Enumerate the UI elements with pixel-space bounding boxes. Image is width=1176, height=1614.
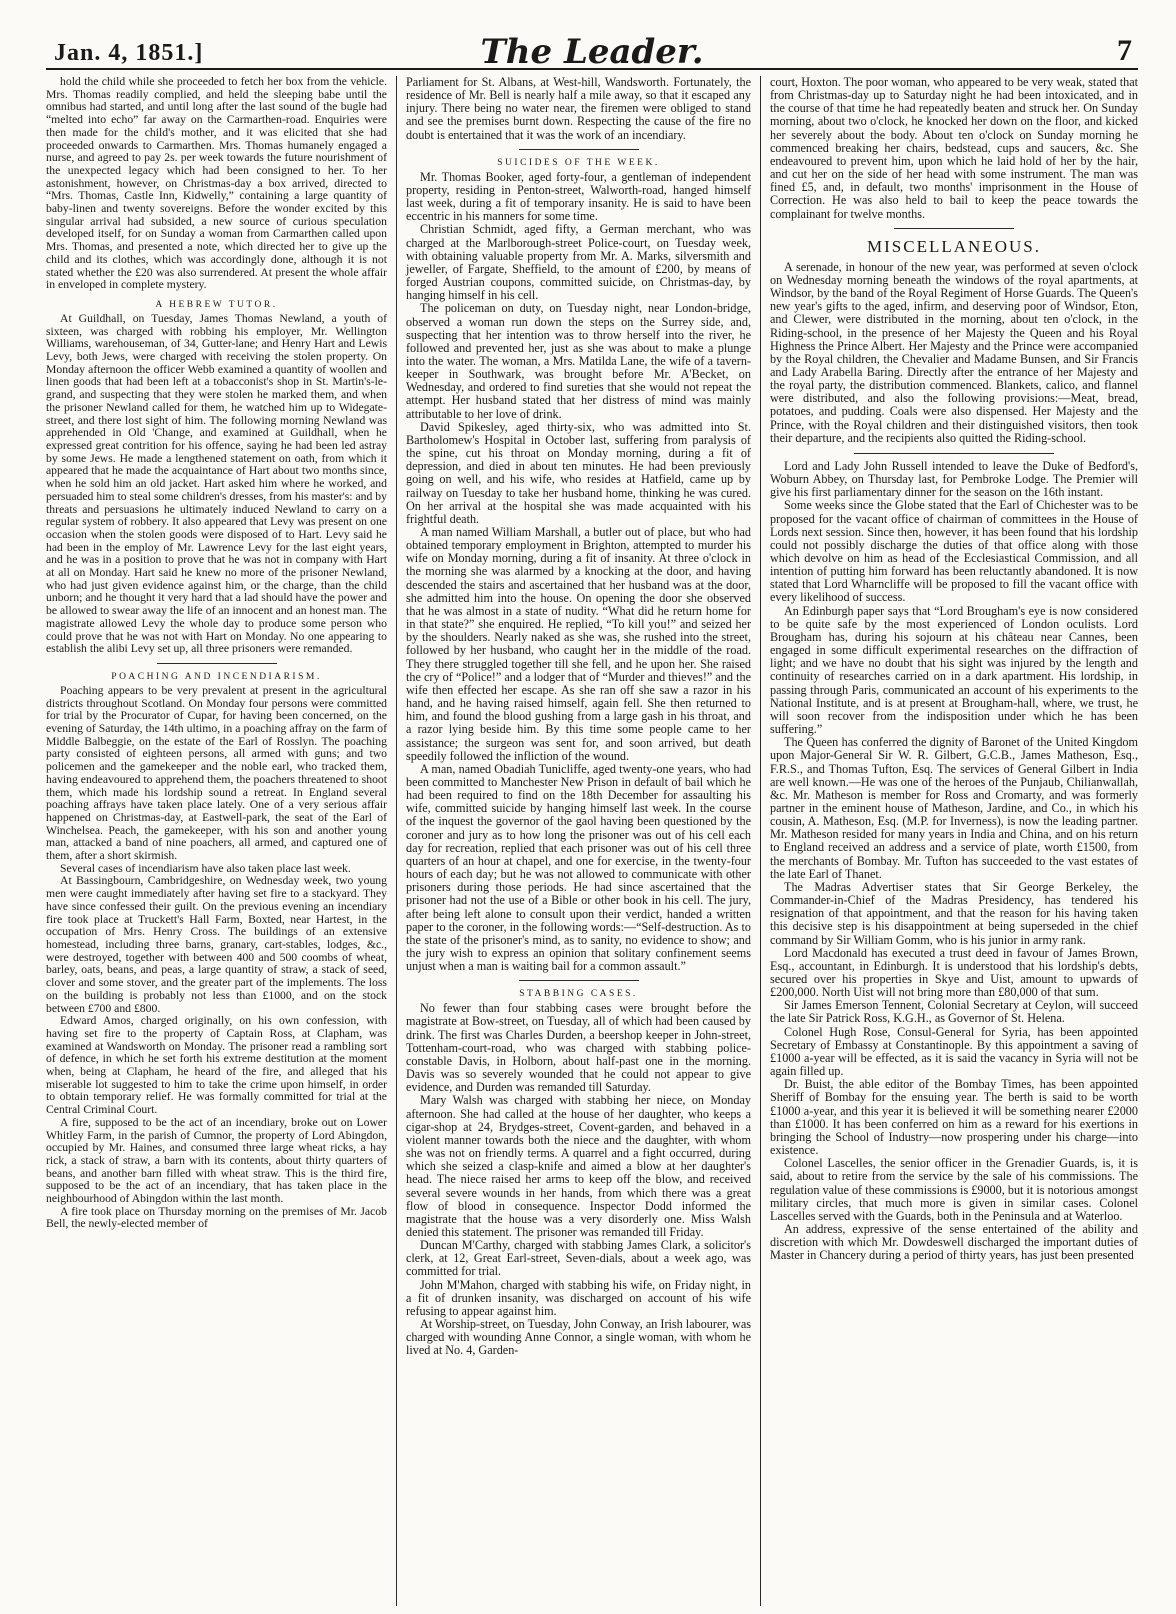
section-divider	[894, 228, 1014, 229]
section-heading-poaching: POACHING AND INCENDIARISM.	[111, 671, 322, 682]
paragraph: A fire, supposed to be the act of an incendiary, broke out on Lower Whitley Farm, in the parish of Cumnor, the property of Lord Abingdon, occupied by Mr. Haines, and consumed three large wheat ricks, a hay rick, a stack of straw, a barn with its contents, about thirty quarters of beans, and another barn filled with wheat straw. This is the third fire, supposed to be the act of an incendiary, that has taken place in the neighbourhood of Abingdon within the last month.	[46, 1115, 387, 1206]
column-3	[760, 76, 1138, 1606]
article-stabbing	[406, 1002, 751, 1357]
section-divider	[157, 663, 277, 664]
paragraph: A man, named Obadiah Tunicliffe, aged twenty-one years, who had been committed to Manchester New Prison in default of bail which he had been required to find on the 18th December for assaulting his wife, committed suicide by hanging himself last week. In the course of the inquest the governor of the gaol having been questioned by the coroner and jury as to how long the prisoner was out of his cell each day for recreation, replied that each prisoner was out of his cell three quarters of an hour at chapel, and one for exercise, in the twenty-four hours of each day; but he was not allowed to communicate with other prisoners during those periods. He had since ascertained that the prisoner had not the use of a Bible or other book in his cell. The jury, after being left alone to consult upon their verdict, handed a written paper to the coroner, in the following words:—“Self-destruction. As to the state of the prisoner's mind, as to sanity, no evidence to show; and the jury wish to express an opinion that solitary confinement seems unjust when a man is waiting bail for a common assault.”	[406, 761, 751, 974]
paragraph: Lord and Lady John Russell intended to leave the Duke of Bedford's, Woburn Abbey, on Thursday last, for Pembroke Lodge. The Premier will give his first parliamentary dinner for the season on the 16th instant.	[770, 458, 1138, 500]
paragraph: At Guildhall, on Tuesday, James Thomas Newland, a youth of sixteen, was charged with robbing his employer, Mr. Wellington Williams, warehouseman, of 34, Gutter-lane; and Henry Hart and Lewis Levy, both Jews, were charged with receiving the stolen property. On Monday afternoon the officer Webb examined a quantity of woollen and linen goods that had been left at a tobacconist's shop in St. Martin's-le-grand, and suspecting that they were stolen he marked them, and when the prisoner Newland called for them, he watched him up to Widegate-street, and there lost sight of him. The following morning Newland was apprehended in Old 'Change, and examined at Guildhall, when he expressed great contrition for his offence, saying he had been led astray by some Jews. He made a lengthened statement on oath, from which it appeared that he made the acquaintance of Hart about two months since, when he sold him an old jacket. Hart asked him where he worked, and persuaded him to steal some children's dresses, from his master's: and by threats and persuasions he ultimately induced Newland to carry on a regular system of robbery. It also appeared that Levy was present on one occasion when the stolen goods were disposed of to Hart. Levy said he had been in the employ of Mr. Lawrence Levy for the last eight years, and he was in a position to prove that he was not in company with Hart at all on Monday. Hart said he knew no more of the prisoner Newland, who had just given evidence against him, or the charge, than the child unborn; and he thought it very hard that a lad should have the power and be allowed to swear away the life of an innocent and an honest man. The magistrate allowed Levy the whole day to produce some person who could prove that he was not with Hart on Monday. No one appearing to establish the alibi Levy set up, all three prisoners were remanded.	[46, 311, 387, 656]
section-divider	[519, 980, 639, 981]
section-heading-suicides: SUICIDES OF THE WEEK.	[497, 157, 660, 168]
column-2	[396, 76, 760, 1606]
article-hebrew-tutor	[46, 313, 387, 656]
masthead	[46, 22, 1138, 70]
paragraph: An address, expressive of the sense entertained of the ability and discretion with which Mr. Dowdeswell discharged the important duties of Master in Chancery during a period of thirty years, has just been presented	[770, 1221, 1138, 1263]
paragraph: Poaching appears to be very prevalent at present in the agricultural districts throughout Scotland. On Monday four persons were committed for trial by the Procurator of Cupar, for having been concerned, on the evening of Saturday, the 14th ultimo, in a poaching affray on the farm of Middle Balbeggie, on the estate of the Earl of Rosslyn. The poaching party consisted of eighteen persons, all armed with guns; and two policemen and the gamekeeper and the noble earl, who tracked them, having endeavoured to apprehend them, the poachers threatened to shoot them, which made his lordship sound a retreat. In England several poaching affrays have taken place lately. One of a very serious affair happened on Christmas-day, at Eastwell-park, the seat of the Earl of Winchelsea. Peach, the gamekeeper, with his son and another young man, attacked a band of nine poachers, all armed, and captured one of them, after a short skirmish.	[46, 683, 387, 863]
article-suicides	[406, 171, 751, 974]
paragraph: Colonel Hugh Rose, Consul-General for Syria, has been appointed Secretary of Embassy at Constantinople. By this appointment a saving of £1000 a-year will be effected, as it is said the vacancy in Syria will not be again filled up.	[770, 1024, 1138, 1079]
paragraph: Christian Schmidt, aged fifty, a German merchant, who was charged at the Marlborough-street Police-court, on Tuesday week, with obtaining valuable property from Mr. A. Marks, silversmith and jeweller, of Fargate, Sheffield, to the amount of £200, by means of forged Austrian coupons, committed suicide, on Christmas-day, by hanging himself in his cell.	[406, 222, 751, 303]
section-heading-hebrew-tutor: A HEBREW TUTOR.	[155, 299, 278, 310]
article-continued	[406, 76, 751, 142]
columns	[46, 76, 1138, 1606]
paragraph: A fire took place on Thursday morning on the premises of Mr. Jacob Bell, the newly-elected member of	[46, 1204, 387, 1231]
paragraph: Edward Amos, charged originally, on his own confession, with having set fire to the property of Captain Ross, at Clapham, was examined at Wandsworth on Monday. The prisoner read a rambling sort of defence, in which he set forth his extreme destitution at the moment when, being at Clapham, he heard of the fire, and alleged that his miserable lot suggested to him to take the crime upon himself, in order to obtain temporary relief. He was formally committed for trial at the Central Criminal Court.	[46, 1014, 387, 1117]
paragraph: Dr. Buist, the able editor of the Bombay Times, has been appointed Sheriff of Bombay for the ensuing year. The berth is said to be worth £1000 a-year, and this year it is believed it will be something nearer £2000 than £1000. It has been conferred on him as a reward for his exertions in bringing the School of Industry—now prospering under his charge—into existence.	[770, 1077, 1138, 1158]
paragraph: Lord Macdonald has executed a trust deed in favour of James Brown, Esq., accountant, in Edinburgh. It is understood that his lordship's debts, secured over his properties in Skye and Uist, amount to upwards of £200,000. North Uist will not bring more than £80,000 of that sum.	[770, 945, 1138, 1000]
issue-date: Jan. 4, 1851.]	[54, 40, 204, 66]
section-divider	[854, 453, 1054, 454]
paragraph: A man named William Marshall, a butler out of place, but who had obtained temporary employment in Brighton, attempted to murder his wife on Monday morning, during a fit of insanity. At three o'clock in the morning she was alarmed by a knocking at the door, and having descended the stairs and ascertained that her husband was at the door, she admitted him into the house. On opening the door she observed that he was almost in a state of nudity. “What did he return home for in that state?” she enquired. He replied, “To kill you!” and seized her by the shoulders. Nearly naked as she was, she rushed into the street, followed by her husband, who caught her in the middle of the road. They there struggled together till she fell, and he upon her. She raised the cry of “Police!” and a lodger that of “Murder and thieves!” and the wife then effected her escape. As she ran off she saw a razor in his hand, and he having raised himself, again fell. She then returned to him, and found the blood gushing from a large gash in his throat, and a razor lying beside him. By this time some people came to her assistance; the surgeon was sent for, and soon arrived, but death speedily followed the infliction of the wound.	[406, 525, 751, 763]
article-poaching	[46, 685, 387, 1231]
paragraph: Mr. Thomas Booker, aged forty-four, a gentleman of independent property, residing in Penton-street, Walworth-road, hanged himself last week, during a fit of temporary insanity. He is said to have been eccentric in his manners for some time.	[406, 169, 751, 224]
paragraph: The Madras Advertiser states that Sir George Berkeley, the Commander-in-Chief of the Madras Presidency, has tendered his resignation of that appointment, and that the reason for his having taken this decisive step is his disappointment at being superseded in the chief command by Sir William Gomm, who is his junior in army rank.	[770, 879, 1138, 947]
paragraph: hold the child while she proceeded to fetch her box from the vehicle. Mrs. Thomas readily complied, and held the sleeping babe until the omnibus had started, and until long after the last sound of the bugle had “melted into echo” far away on the Carmarthen-road. Enquiries were then made for the child's mother, and it was elicited that she had proceeded onwards to Carmarthen. Mrs. Thomas humanely engaged a nurse, and agreed to pay 2s. per week towards the future nourishment of the unexpected legacy which had been consigned to her. To her astonishment, however, on Christmas-day a box arrived, directed to “Mrs. Thomas, Castle Inn, Kidwelly,” containing a large quantity of baby-linen and twenty sovereigns. Before the wonder excited by this singular arrival had subsided, a new source of curious speculation developed itself, for on Sunday a woman from Carmarthen called upon Mrs. Thomas, and presented a note, which directed her to give up the child and its clothes, which was accordingly done, although it is not stated whether the £20 was also surrendered. At present the whole affair in enveloped in complete mystery.	[46, 76, 387, 292]
paragraph: The policeman on duty, on Tuesday night, near London-bridge, observed a woman run down the steps on the Surrey side, and, suspecting that her intention was to throw herself into the river, he followed and prevented her, just as she was about to make a plunge into the water. The woman, a Mrs. Matilda Lane, the wife of a tavern-keeper in Southwark, was brought before Mr. A'Becket, on Wednesday, and ordered to find sureties that she would not repeat the attempt. Her husband stated that her distress of mind was mainly attributable to her love of drink.	[406, 301, 751, 421]
section-heading-miscellaneous: MISCELLANEOUS.	[867, 236, 1041, 256]
paragraph: Mary Walsh was charged with stabbing her niece, on Monday afternoon. She had called at the house of her daughter, who keeps a cigar-shop at 24, Brydges-street, Covent-garden, and behaved in a violent manner towards both the niece and the daughter, with whom she was not on friendly terms. A quarrel and a fight occurred, during which she seized a clasp-knife and aimed a blow at her daughter's head. The niece raised her arms to keep off the blow, and received several severe wounds in her hands, from which there was a great flow of blood in consequence. Inspector Dodd informed the magistrate that the house was a very disorderly one. Miss Walsh denied this statement. The prisoner was remanded till Friday.	[406, 1093, 751, 1239]
paragraph: The Queen has conferred the dignity of Baronet of the United Kingdom upon Major-General Sir W. R. Gilbert, G.C.B., James Matheson, Esq., F.R.S., and Thomas Tufton, Esq. The services of General Gilbert in India are well known.—He was one of the heroes of the Punjaub, Chilianwallah, &c. Mr. Matheson is member for Ross and Cromarty, and was formerly partner in the eminent house of Matheson, Jardine, and Co., in which his cousin, A. Matheson, Esq. (M.P. for Inverness), is now the leading partner. Mr. Matheson resided for many years in India and China, and on his return to England received an address and a service of plate, worth £1500, from the merchants of Bombay. Mr. Tufton has succeeded to the vast estates of the late Earl of Thanet.	[770, 735, 1138, 881]
paragraph: David Spikesley, aged thirty-six, who was admitted into St. Bartholomew's Hospital in October last, suffering from paralysis of the spine, cut his throat on Monday morning, during a fit of depression, and died in about ten minutes. He had been previously going on well, and his wife, who resides at Hatfield, came up by railway on Tuesday to take her husband home, thinking he was cured. On her arrival at the hospital she was made acquainted with his frightful death.	[406, 419, 751, 526]
article-miscellaneous-items	[770, 460, 1138, 1263]
paragraph: An Edinburgh paper says that “Lord Brougham's eye is now considered to be quite safe by the most experienced of London oculists. Lord Brougham has, during his sojourn at his château near Cannes, been engaged in some difficult experimental researches on the diffraction of light; and we have no doubt that his sight was injured by the length and continuity of researches carried on in a dark apartment. His lordship, in passing through Paris, communicated an account of his experiments to the National Institute, and is at present at Brougham-hall, where, we trust, he will soon recover from the indisposition under which he has been suffering.”	[770, 603, 1138, 737]
paragraph: Colonel Lascelles, the senior officer in the Grenadier Guards, is, it is said, about to retire from the service by the sale of his commissions. The regulation value of these commissions is £9000, but it is notorious amongst military circles, that much more is given in similar cases. Colonel Lascelles served with the Guards, both in the Peninsula and at Waterloo.	[770, 1156, 1138, 1223]
paragraph: At Worship-street, on Tuesday, John Conway, an Irish labourer, was charged with wounding Anne Connor, a single woman, with whom he lived at No. 4, Garden-	[406, 1317, 751, 1358]
paragraph: John M'Mahon, charged with stabbing his wife, on Friday night, in a fit of drunken insanity, was discharged on account of his wife refusing to appear against him.	[406, 1277, 751, 1318]
paragraph: A serenade, in honour of the new year, was performed at seven o'clock on Wednesday morning beneath the windows of the royal apartments, at Windsor, by the band of the Royal Regiment of Horse Guards. The Queen's new year's gifts to the aged, infirm, and deserving poor of Windsor, Eton, and Clewer, were distributed in the morning, about ten o'clock, in the Riding-school, in the presence of her Majesty the Queen and his Royal Highness the Prince Albert. Her Majesty and the Prince were accompanied by the Royal children, the Chevalier and Madame Bunsen, and Sir Francis and Lady Arabella Baring. Directly after the entrance of her Majesty and the royal party, the distribution commenced. Blankets, calico, and flannel were distributed, and also the following provisions:—Meat, bread, potatoes, and pudding. Coals were also dispensed. Her Majesty and the Prince, with the Royal children and their distinguished visitors, then took their departure, and the recipients also quitted the Riding-school.	[770, 259, 1138, 445]
newspaper-title: The Leader.	[480, 32, 704, 72]
paragraph: Several cases of incendiarism have also taken place last week.	[60, 861, 351, 875]
article-continued	[770, 76, 1138, 221]
section-heading-stabbing: STABBING CASES.	[519, 989, 638, 1000]
paragraph: Parliament for St. Albans, at West-hill, Wandsworth. Fortunately, the residence of Mr. Bell is nearly half a mile away, so that it escaped any injury. There being no water near, the firemen were obliged to stand and see the premises burnt down. Respecting the cause of the fire no doubt is entertained that it was the work of an incendiary.	[406, 76, 751, 142]
column-1	[46, 76, 396, 1606]
page-number: 7	[1117, 34, 1132, 67]
article-continued	[46, 76, 387, 292]
paragraph: At Bassingbourn, Cambridgeshire, on Wednesday week, two young men were caught immediately after having set fire to a stackyard. They have since confessed their guilt. On the previous evening an incendiary fire took place at Truckett's Hall Farm, Boxted, near Hartest, in the occupation of Mrs. Henry Cross. The buildings of an extensive homestead, including three barns, granary, cart-stables, lodges, &c., were destroyed, together with between 400 and 500 coombs of wheat, barley, oats, beans, and peas, a large quantity of straw, a stack of seed, clover and some stover, and the greater part of the implements. The loss on the building is probably not less than £1000, and on the stock between £700 and £800.	[46, 874, 387, 1015]
paragraph: court, Hoxton. The poor woman, who appeared to be very weak, stated that from Christmas-day up to Saturday night he had been intoxicated, and in the course of that time he had repeatedly beaten and struck her. On Sunday morning, about two o'clock, he knocked her down on the floor, and kicked her severely about the body. About ten o'clock on Sunday morning he commenced breaking her chairs, bedstead, cups and saucers, &c. She endeavoured to prevent him, upon which he laid hold of her by the hair, and cut her on the side of her head with some instrument. The man was fined £5, and, in default, two months' imprisonment in the House of Correction. He was also held to bail to keep the peace towards the complainant for twelve months.	[770, 76, 1138, 221]
paragraph: Sir James Emerson Tennent, Colonial Secretary at Ceylon, will succeed the late Sir Patrick Ross, K.G.H., as Governor of St. Helena.	[770, 998, 1138, 1026]
section-divider	[519, 149, 639, 150]
paragraph: Some weeks since the Globe stated that the Earl of Chichester was to be proposed for the vacant office of chairman of committees in the House of Lords next session. Since then, however, it has been found that his lordship could not possibly discharge the duties of that office along with those which devolve on him as head of the Ecclesiastical Commission, and all intention of putting him forward has been reluctantly abandoned. It is now stated that Lord Wharncliffe will be proposed to fill the vacant office with every likelihood of success.	[770, 498, 1138, 605]
article-miscellaneous	[770, 261, 1138, 445]
paragraph: No fewer than four stabbing cases were brought before the magistrate at Bow-street, on Tuesday, all of which had been caused by drink. The first was Charles Durden, a beershop keeper in John-street, Tottenham-court-road, who was charged with stabbing police-constable Davis, in Holborn, about half-past one in the morning. Davis was so severely wounded that he could not appear to give evidence, and Durden was remanded till Saturday.	[406, 1001, 751, 1095]
paragraph: Duncan M'Carthy, charged with stabbing James Clark, a solicitor's clerk, at 12, Great Earl-street, Seven-dials, about a week ago, was committed for trial.	[406, 1238, 751, 1279]
